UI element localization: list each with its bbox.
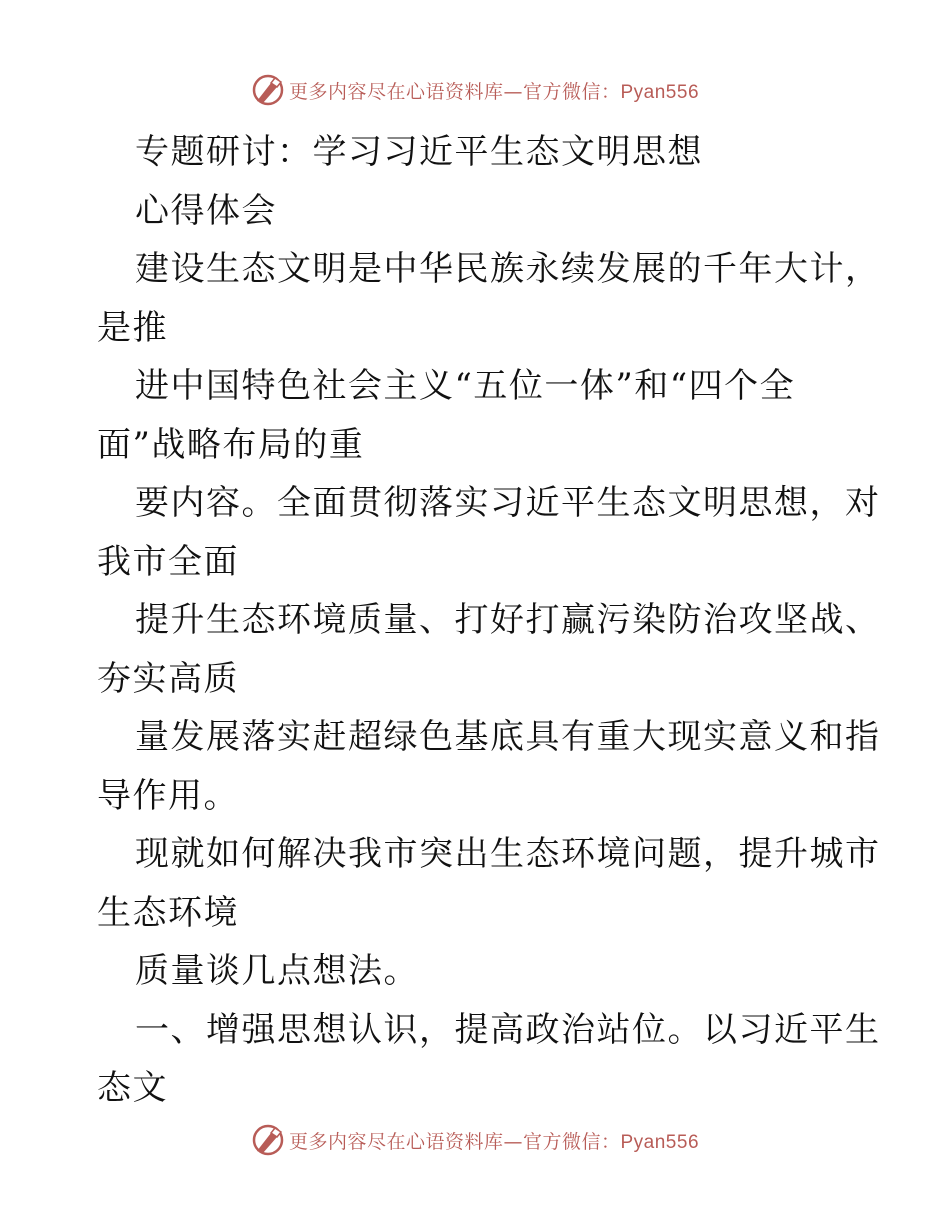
text-line: 专题研讨：学习习近平生态文明思想: [135, 132, 703, 172]
text-line: 心得体会: [135, 190, 277, 231]
text-line: 量发展落实赶超绿色基底具有重大现实意义和指: [135, 717, 881, 757]
text-line: 现就如何解决我市突出生态环境问题，提升城市: [135, 834, 881, 874]
text-line: 质量谈几点想法。: [135, 951, 419, 991]
text-line: 面”战略布局的重: [97, 424, 365, 465]
watermark-text: 更多内容尽在心语资料库—官方微信：Pyan556: [288, 1130, 700, 1153]
watermark-wechat-id: Pyan556: [620, 81, 700, 103]
pen-nib-logo-icon: [251, 1123, 285, 1157]
text-line: 是推: [97, 307, 168, 348]
document-body: [97, 123, 881, 1118]
text-line: 态文: [97, 1068, 168, 1108]
text-line: 要内容。全面贯彻落实习近平生态文明思想，对: [135, 483, 881, 523]
text-line: 夯实高质: [97, 658, 239, 699]
watermark-text: 更多内容尽在心语资料库—官方微信：Pyan556: [288, 80, 700, 103]
text-line: 建设生态文明是中华民族永续发展的千年大计，: [135, 249, 881, 289]
text-line: 导作用。: [97, 775, 239, 816]
text-line: 一、增强思想认识，提高政治站位。以习近平生: [135, 1009, 881, 1050]
header-watermark: [0, 70, 950, 110]
text-line: 生态环境: [97, 892, 239, 933]
text-line: 进中国特色社会主义“五位一体”和“四个全: [135, 366, 796, 406]
footer-watermark: [0, 1120, 950, 1160]
text-line: 提升生态环境质量、打好打赢污染防治攻坚战、: [135, 600, 881, 640]
text-line: 我市全面: [97, 541, 239, 582]
watermark-wechat-id: Pyan556: [620, 1131, 700, 1153]
pen-nib-logo-icon: [251, 73, 285, 107]
